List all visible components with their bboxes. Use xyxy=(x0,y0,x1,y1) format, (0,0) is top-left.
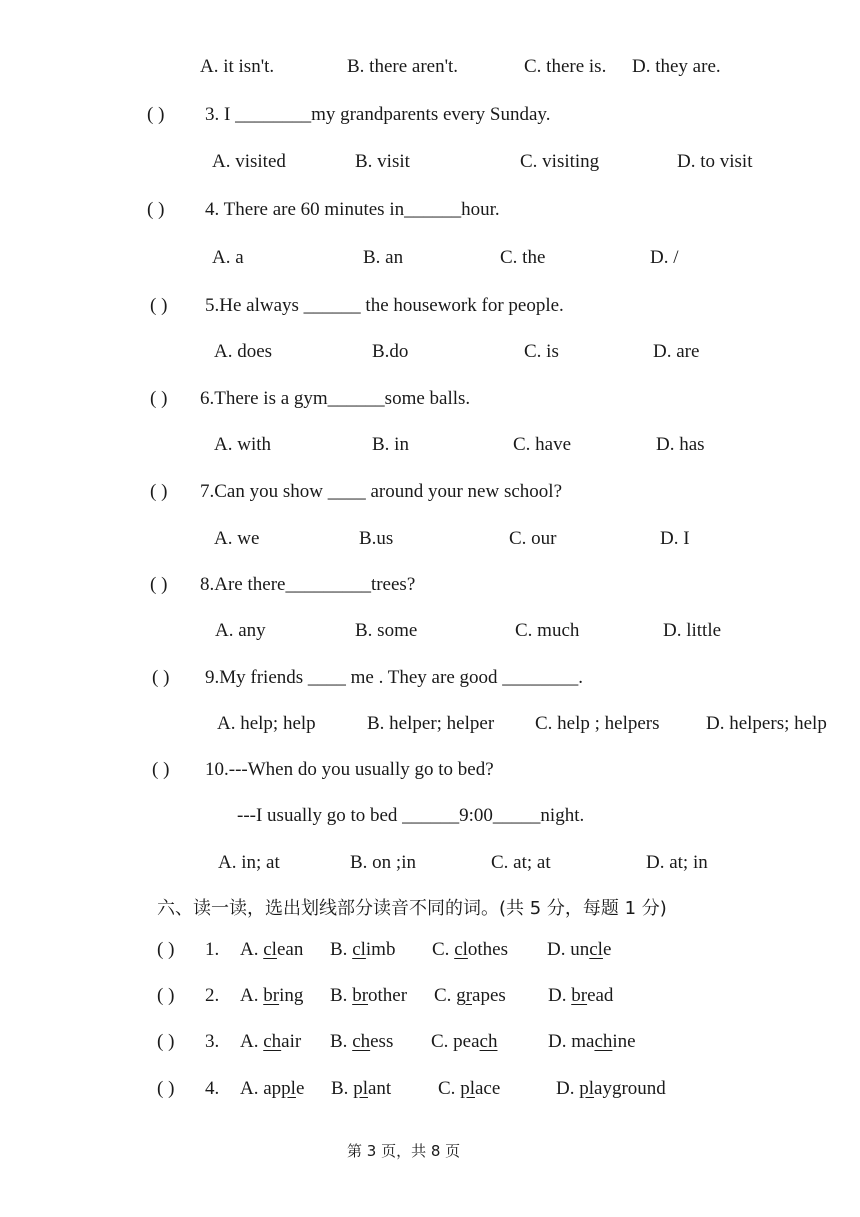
q3-stem xyxy=(205,105,550,124)
q6-option-b: B. in xyxy=(372,434,409,455)
q3-option-a: A. visited xyxy=(212,151,286,172)
phonics-3-num: 3. xyxy=(205,1031,220,1052)
q9-option-c: C. help ; helpers xyxy=(535,713,660,734)
phonics-1-option-b: B. climb xyxy=(330,939,396,960)
q8-option-b: B. some xyxy=(355,620,418,641)
q8-stem: 8.Are there_________trees? xyxy=(200,574,416,595)
phonics-1-answer-box[interactable]: ( ) xyxy=(157,939,175,960)
q9-option-b: B. helper; helper xyxy=(367,713,495,734)
phonics-1-option-d: D. uncle xyxy=(547,939,612,960)
q6-option-d: D. has xyxy=(656,434,705,455)
phonics-2-num: 2. xyxy=(205,985,220,1006)
q9-option-d: D. helpers; help xyxy=(706,713,827,734)
q5-option-d: D. are xyxy=(653,341,700,362)
q5-stem: 5.He always ______ the housework for people. xyxy=(205,295,564,316)
q4-option-a: A. a xyxy=(212,247,244,268)
phonics-4-option-a: A. apple xyxy=(240,1078,305,1099)
phonics-4-answer-box[interactable]: ( ) xyxy=(157,1078,175,1099)
phonics-4-option-b: B. plant xyxy=(331,1078,392,1099)
q8-option-c: C. much xyxy=(515,620,580,641)
q5-option-b: B.do xyxy=(372,341,409,362)
q10-answer-line: ---I usually go to bed ______9:00_____night. xyxy=(237,805,585,826)
phonics-2-option-a: A. bring xyxy=(240,985,304,1006)
q8-option-d: D. little xyxy=(663,620,722,641)
q9-stem: 9.My friends ____ me . They are good ________. xyxy=(205,667,584,688)
q10-option-c: C. at; at xyxy=(491,852,551,873)
q7-option-a: A. we xyxy=(214,528,260,549)
phonics-1-option-c: C. clothes xyxy=(432,939,509,960)
phonics-4-option-c: C. place xyxy=(438,1078,501,1099)
q3-option-c: C. visiting xyxy=(520,151,600,172)
q3-num: 3. I xyxy=(205,104,231,125)
phonics-2-option-d: D. bread xyxy=(548,985,614,1006)
q2-option-d: D. they are. xyxy=(632,56,721,77)
section-6-title: 六、读一读，选出划线部分读音不同的词。(共 5 分，每题 1 分) xyxy=(157,898,667,919)
q3-option-b: B. visit xyxy=(355,151,410,172)
q7-stem: 7.Can you show ____ around your new school? xyxy=(200,481,563,502)
phonics-2-option-c: C. grapes xyxy=(434,985,506,1006)
q8-option-a: A. any xyxy=(215,620,266,641)
q5-answer-box[interactable]: ( ) xyxy=(150,295,168,316)
q10-option-d: D. at; in xyxy=(646,852,708,873)
q4-stem: 4. There are 60 minutes in______hour. xyxy=(205,199,500,220)
q10-option-b: B. on ;in xyxy=(350,852,416,873)
q4-option-c: C. the xyxy=(500,247,546,268)
phonics-3-answer-box[interactable]: ( ) xyxy=(157,1031,175,1052)
q7-option-b: B.us xyxy=(359,528,394,549)
phonics-3-option-b: B. chess xyxy=(330,1031,394,1052)
q2-option-b: B. there aren't. xyxy=(347,56,459,77)
phonics-3-option-c: C. peach xyxy=(431,1031,498,1052)
q7-option-d: D. I xyxy=(660,528,690,549)
q10-answer-box[interactable]: ( ) xyxy=(152,759,170,780)
q2-option-c: C. there is. xyxy=(524,56,607,77)
q9-option-a: A. help; help xyxy=(217,713,316,734)
q10-option-a: A. in; at xyxy=(218,852,280,873)
q7-answer-box[interactable]: ( ) xyxy=(150,481,168,502)
phonics-1-option-a: A. clean xyxy=(240,939,304,960)
phonics-4-option-d: D. playground xyxy=(556,1078,666,1099)
q4-answer-box[interactable]: ( ) xyxy=(147,199,165,220)
q6-stem: 6.There is a gym______some balls. xyxy=(200,388,471,409)
q10-stem: 10.---When do you usually go to bed? xyxy=(205,759,494,780)
q4-option-b: B. an xyxy=(363,247,404,268)
page-number: 第 3 页，共 8 页 xyxy=(347,1142,461,1160)
q5-option-c: C. is xyxy=(524,341,559,362)
phonics-3-option-d: D. machine xyxy=(548,1031,636,1052)
phonics-3-option-a: A. chair xyxy=(240,1031,302,1052)
q4-option-d: D. / xyxy=(650,247,679,268)
q6-option-a: A. with xyxy=(214,434,271,455)
q3-blank: ________ xyxy=(235,104,312,125)
q6-answer-box[interactable]: ( ) xyxy=(150,388,168,409)
q7-option-c: C. our xyxy=(509,528,557,549)
q9-answer-box[interactable]: ( ) xyxy=(152,667,170,688)
phonics-4-num: 4. xyxy=(205,1078,220,1099)
q3-option-d: D. to visit xyxy=(677,151,753,172)
phonics-1-num: 1. xyxy=(205,939,220,960)
q5-option-a: A. does xyxy=(214,341,273,362)
q3-rest: my grandparents every Sunday. xyxy=(311,104,551,125)
phonics-2-option-b: B. brother xyxy=(330,985,408,1006)
q3-answer-box[interactable]: ( ) xyxy=(147,104,165,125)
q8-answer-box[interactable]: ( ) xyxy=(150,574,168,595)
phonics-2-answer-box[interactable]: ( ) xyxy=(157,985,175,1006)
q6-option-c: C. have xyxy=(513,434,572,455)
q2-option-a: A. it isn't. xyxy=(200,56,275,77)
